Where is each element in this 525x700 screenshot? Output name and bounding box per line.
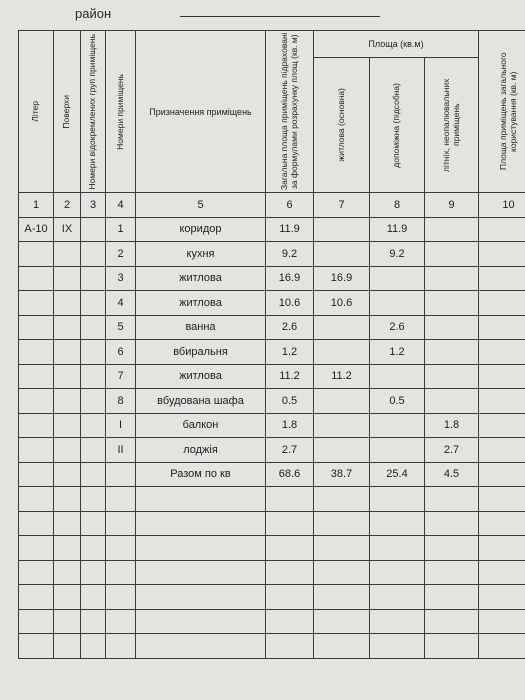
column-number: 3 bbox=[81, 193, 106, 218]
cell-common bbox=[479, 217, 525, 242]
cell-litera bbox=[19, 266, 54, 291]
blank-row bbox=[19, 511, 525, 536]
cell-aux: 1.2 bbox=[370, 340, 425, 365]
cell-purpose: вбудована шафа bbox=[136, 389, 266, 414]
cell-total: 1.8 bbox=[266, 413, 314, 438]
header-purpose: Призначення приміщень bbox=[136, 31, 266, 193]
cell-room-no: 7 bbox=[106, 364, 136, 389]
cell-total: 11.2 bbox=[266, 364, 314, 389]
cell-litera bbox=[19, 291, 54, 316]
cell-group bbox=[81, 217, 106, 242]
cell-purpose: коридор bbox=[136, 217, 266, 242]
header-group: Номери відокремлених груп приміщень bbox=[81, 31, 106, 193]
column-number-row bbox=[19, 193, 525, 218]
cell-group bbox=[81, 364, 106, 389]
cell-aux: 11.9 bbox=[370, 217, 425, 242]
cell-room-no: 5 bbox=[106, 315, 136, 340]
cell-living bbox=[314, 217, 370, 242]
cell-aux bbox=[370, 413, 425, 438]
cell-room-no: 8 bbox=[106, 389, 136, 414]
cell-aux bbox=[370, 266, 425, 291]
cell-purpose: балкон bbox=[136, 413, 266, 438]
cell-summer bbox=[425, 291, 479, 316]
totals-living: 38.7 bbox=[314, 462, 370, 487]
cell-room-no: 6 bbox=[106, 340, 136, 365]
cell-total: 0.5 bbox=[266, 389, 314, 414]
totals-row bbox=[19, 462, 525, 487]
cell-litera: А-10 bbox=[19, 217, 54, 242]
cell-living bbox=[314, 315, 370, 340]
cell-common bbox=[479, 315, 525, 340]
header-floor: Поверхи bbox=[54, 31, 81, 193]
cell-aux: 0.5 bbox=[370, 389, 425, 414]
cell-aux bbox=[370, 291, 425, 316]
cell-common bbox=[479, 340, 525, 365]
cell-summer bbox=[425, 242, 479, 267]
cell-summer: 2.7 bbox=[425, 438, 479, 463]
cell-floor bbox=[54, 315, 81, 340]
cell-purpose: лоджія bbox=[136, 438, 266, 463]
cell-purpose: ванна bbox=[136, 315, 266, 340]
header-summer: літніх, неопалювальних приміщень bbox=[425, 58, 479, 193]
district-label: район bbox=[75, 6, 112, 21]
cell-living: 11.2 bbox=[314, 364, 370, 389]
cell-summer bbox=[425, 340, 479, 365]
cell-litera bbox=[19, 242, 54, 267]
cell-group bbox=[81, 340, 106, 365]
cell-total: 16.9 bbox=[266, 266, 314, 291]
table-row bbox=[19, 413, 525, 438]
cell-total: 9.2 bbox=[266, 242, 314, 267]
cell-living: 10.6 bbox=[314, 291, 370, 316]
cell-common bbox=[479, 413, 525, 438]
cell-group bbox=[81, 438, 106, 463]
table-row bbox=[19, 315, 525, 340]
cell-summer bbox=[425, 217, 479, 242]
cell-purpose: житлова bbox=[136, 266, 266, 291]
cell-living bbox=[314, 413, 370, 438]
cell-floor bbox=[54, 242, 81, 267]
cell-aux: 2.6 bbox=[370, 315, 425, 340]
cell-common bbox=[479, 364, 525, 389]
table-row bbox=[19, 217, 525, 242]
cell-living bbox=[314, 242, 370, 267]
cell-litera bbox=[19, 438, 54, 463]
column-number: 7 bbox=[314, 193, 370, 218]
column-number: 10 bbox=[479, 193, 525, 218]
cell-common bbox=[479, 389, 525, 414]
blank-row bbox=[19, 560, 525, 585]
cell-floor bbox=[54, 266, 81, 291]
cell-room-no: 4 bbox=[106, 291, 136, 316]
cell-group bbox=[81, 291, 106, 316]
cell-floor: IX bbox=[54, 217, 81, 242]
cell-summer bbox=[425, 266, 479, 291]
cell-group bbox=[81, 266, 106, 291]
cell-group bbox=[81, 413, 106, 438]
blank-row bbox=[19, 634, 525, 659]
cell-aux bbox=[370, 364, 425, 389]
cell-living: 16.9 bbox=[314, 266, 370, 291]
column-number: 8 bbox=[370, 193, 425, 218]
cell-summer bbox=[425, 315, 479, 340]
cell-floor bbox=[54, 291, 81, 316]
table-row bbox=[19, 340, 525, 365]
cell-total: 2.6 bbox=[266, 315, 314, 340]
table-row bbox=[19, 389, 525, 414]
cell-total: 10.6 bbox=[266, 291, 314, 316]
cell-purpose: житлова bbox=[136, 291, 266, 316]
cell-litera bbox=[19, 364, 54, 389]
totals-aux: 25.4 bbox=[370, 462, 425, 487]
column-number: 1 bbox=[19, 193, 54, 218]
header-aux: допоміжна (підсобна) bbox=[370, 58, 425, 193]
header-row-1 bbox=[19, 31, 525, 58]
district-underline bbox=[180, 16, 380, 17]
table-row bbox=[19, 438, 525, 463]
cell-floor bbox=[54, 340, 81, 365]
cell-floor bbox=[54, 389, 81, 414]
cell-litera bbox=[19, 413, 54, 438]
column-number: 6 bbox=[266, 193, 314, 218]
totals-summer: 4.5 bbox=[425, 462, 479, 487]
blank-row bbox=[19, 487, 525, 512]
table-row bbox=[19, 242, 525, 267]
cell-purpose: житлова bbox=[136, 364, 266, 389]
cell-summer: 1.8 bbox=[425, 413, 479, 438]
header-area-group: Площа (кв.м) bbox=[314, 31, 479, 58]
table-row bbox=[19, 266, 525, 291]
cell-common bbox=[479, 291, 525, 316]
cell-litera bbox=[19, 389, 54, 414]
cell-room-no: 3 bbox=[106, 266, 136, 291]
header-common-area: Площа приміщень загального користування (кв. м) bbox=[479, 31, 525, 193]
cell-aux: 9.2 bbox=[370, 242, 425, 267]
cell-purpose: вбиральня bbox=[136, 340, 266, 365]
cell-group bbox=[81, 315, 106, 340]
header-litera: Літер bbox=[19, 31, 54, 193]
cell-purpose: кухня bbox=[136, 242, 266, 267]
cell-common bbox=[479, 242, 525, 267]
cell-floor bbox=[54, 364, 81, 389]
cell-aux bbox=[370, 438, 425, 463]
cell-room-no: 1 bbox=[106, 217, 136, 242]
cell-total: 11.9 bbox=[266, 217, 314, 242]
cell-room-no: II bbox=[106, 438, 136, 463]
cell-living bbox=[314, 389, 370, 414]
rooms-table bbox=[18, 30, 525, 659]
column-number: 2 bbox=[54, 193, 81, 218]
cell-common bbox=[479, 266, 525, 291]
cell-living bbox=[314, 438, 370, 463]
cell-summer bbox=[425, 364, 479, 389]
table-row bbox=[19, 291, 525, 316]
blank-row bbox=[19, 609, 525, 634]
cell-group bbox=[81, 389, 106, 414]
cell-common bbox=[479, 438, 525, 463]
blank-row bbox=[19, 585, 525, 610]
cell-litera bbox=[19, 315, 54, 340]
cell-total: 2.7 bbox=[266, 438, 314, 463]
cell-total: 1.2 bbox=[266, 340, 314, 365]
column-number: 5 bbox=[136, 193, 266, 218]
blank-row bbox=[19, 536, 525, 561]
cell-litera bbox=[19, 340, 54, 365]
room-rows bbox=[19, 217, 525, 462]
cell-living bbox=[314, 340, 370, 365]
blank-rows bbox=[19, 487, 525, 659]
totals-label: Разом по кв bbox=[136, 462, 266, 487]
totals-total: 68.6 bbox=[266, 462, 314, 487]
cell-room-no: I bbox=[106, 413, 136, 438]
header-room-no: Номери приміщень bbox=[106, 31, 136, 193]
table-row bbox=[19, 364, 525, 389]
cell-summer bbox=[425, 389, 479, 414]
cell-floor bbox=[54, 438, 81, 463]
header-total-area: Загальна площа приміщень підраховані за формулами розрахунку площ (кв. м) bbox=[266, 31, 314, 193]
cell-group bbox=[81, 242, 106, 267]
column-number: 4 bbox=[106, 193, 136, 218]
column-number: 9 bbox=[425, 193, 479, 218]
cell-floor bbox=[54, 413, 81, 438]
header-living: житлова (основна) bbox=[314, 58, 370, 193]
cell-room-no: 2 bbox=[106, 242, 136, 267]
